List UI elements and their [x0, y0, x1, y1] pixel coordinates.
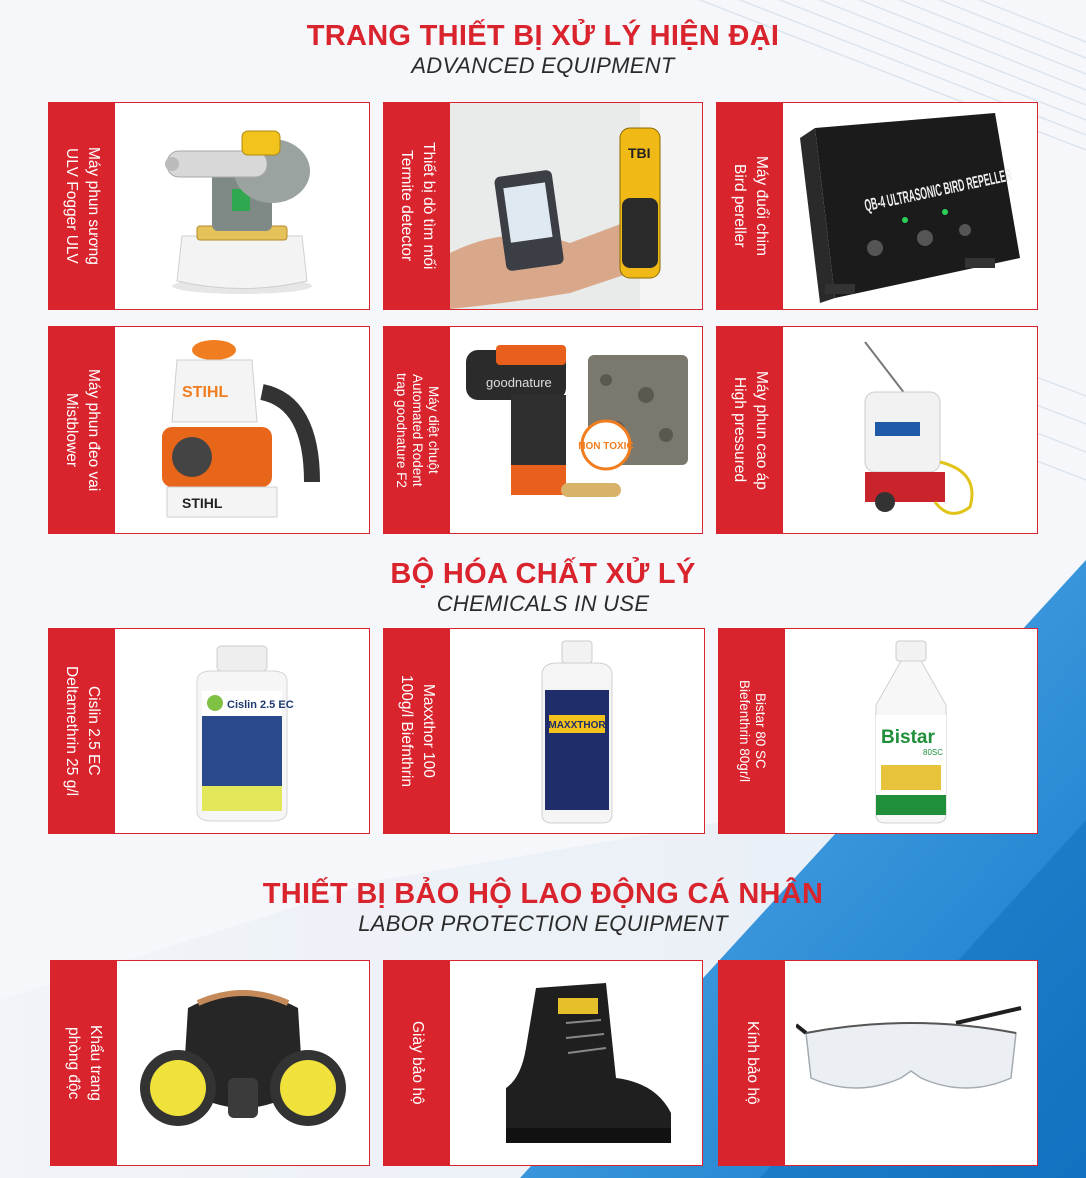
maxxthor-bottle-image — [450, 629, 704, 833]
ulv-fogger-image — [115, 103, 369, 309]
bottle-name: Bistar — [881, 727, 935, 748]
safety-glasses-image — [785, 961, 1037, 1165]
mistblower-image — [115, 327, 369, 533]
product-label-text: Bistar 80 SC Biefenthrin 80gr/l — [737, 679, 768, 783]
product-card-termite-detector[interactable] — [383, 102, 703, 310]
bottle-subname: 80SC — [923, 748, 944, 757]
mistblower-brand: STIHL — [182, 384, 229, 401]
section-title-en: LABOR PROTECTION EQUIPMENT — [358, 911, 728, 936]
high-pressure-sprayer-image — [783, 327, 1037, 533]
bistar-bottle-image — [785, 629, 1037, 833]
product-card-rodent-trap[interactable] — [383, 326, 703, 534]
mistblower-brand: STIHL — [182, 495, 223, 511]
product-label — [384, 961, 450, 1165]
device-brand: TBI — [628, 145, 651, 161]
product-label — [719, 961, 785, 1165]
section-title-vi: BỘ HÓA CHẤT XỬ LÝ — [390, 558, 696, 590]
product-label — [719, 629, 785, 833]
product-label — [717, 103, 783, 309]
product-label — [384, 629, 450, 833]
section-title-en: ADVANCED EQUIPMENT — [411, 53, 675, 78]
section-title-vi: TRANG THIẾT BỊ XỬ LÝ HIỆN ĐẠI — [306, 20, 780, 52]
product-card-ulv-fogger[interactable] — [48, 102, 370, 310]
rodent-trap-image — [450, 327, 702, 533]
section-title-en: CHEMICALS IN USE — [436, 591, 650, 616]
product-label — [51, 961, 117, 1165]
product-label-text: Kính bảo hộ — [744, 1021, 761, 1105]
product-card-safety-boot[interactable] — [383, 960, 703, 1166]
product-label-text: Khẩu trang phòng độc — [65, 1025, 104, 1101]
product-card-bird-repeller[interactable] — [716, 102, 1038, 310]
product-card-maxxthor[interactable] — [383, 628, 705, 834]
product-card-high-pressure-sprayer[interactable] — [716, 326, 1038, 534]
gas-mask-image — [117, 961, 369, 1165]
product-label-text: Cislin 2.5 EC Deltamethrin 25 g/l — [63, 665, 102, 797]
cislin-bottle-image — [115, 629, 369, 833]
product-label-text: Maxxthor 100 100g/l Biefnthrin — [398, 674, 437, 788]
product-card-bistar[interactable] — [718, 628, 1038, 834]
product-label-text: Máy diệt chuột Automated Rodent trap goodnature F2 — [394, 372, 441, 488]
bottle-name: MAXXTHOR — [548, 720, 606, 731]
product-label-text: Máy phun sương ULV Fogger ULV — [63, 147, 102, 265]
product-label — [49, 327, 115, 533]
product-label — [384, 103, 450, 309]
product-card-safety-glasses[interactable] — [718, 960, 1038, 1166]
product-label-text: Giày bảo hộ — [409, 1021, 426, 1105]
bird-repeller-image — [783, 103, 1037, 309]
bottle-name: Cislin 2.5 EC — [227, 699, 294, 711]
product-label — [717, 327, 783, 533]
product-card-cislin[interactable] — [48, 628, 370, 834]
product-label — [49, 103, 115, 309]
product-card-mistblower[interactable] — [48, 326, 370, 534]
product-label — [49, 629, 115, 833]
section-header-chemicals — [0, 558, 1086, 618]
non-toxic-badge: NON TOXIC — [578, 441, 634, 452]
termite-detector-image — [450, 103, 702, 309]
section-header-equipment — [0, 20, 1086, 80]
safety-boot-image — [450, 961, 702, 1165]
section-title-vi: THIẾT BỊ BẢO HỘ LAO ĐỘNG CÁ NHÂN — [262, 878, 824, 910]
product-card-gas-mask[interactable] — [50, 960, 370, 1166]
product-label-text: Máy phun đeo vai Mistblower — [63, 368, 102, 492]
product-label-text: Thiết bị dò tìm mối Termite detector — [398, 142, 437, 270]
trap-brand: goodnature — [486, 375, 552, 390]
section-header-protection — [0, 878, 1086, 938]
product-label — [384, 327, 450, 533]
product-label-text: Máy đuổi chim Bird pereller — [731, 156, 770, 256]
product-label-text: Máy phun cao áp High pressured — [731, 370, 770, 490]
